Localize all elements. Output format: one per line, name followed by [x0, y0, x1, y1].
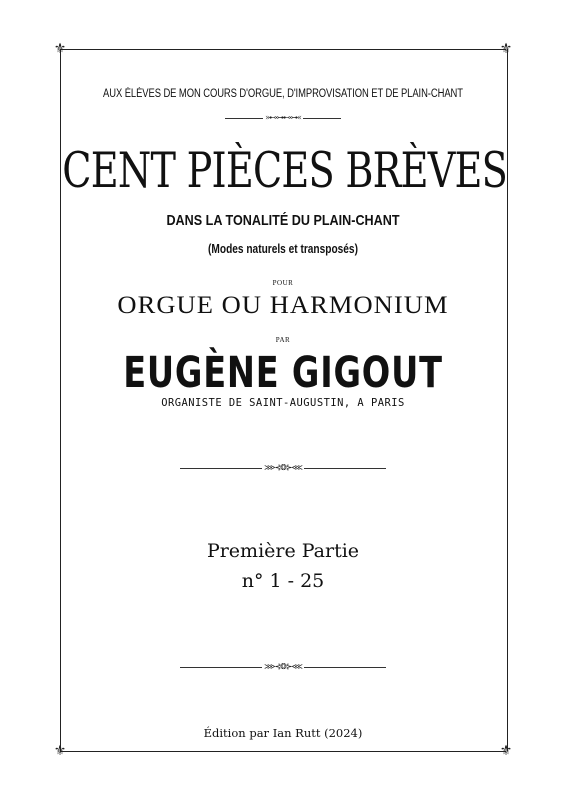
fleur-de-lis-icon: ⚜ [53, 743, 67, 759]
fleur-de-lis-icon: ⚜ [499, 743, 513, 759]
composer-name: EUGÈNE GIGOUT [123, 348, 443, 398]
subtitle: DANS LA TONALITÉ DU PLAIN-CHANT [166, 212, 400, 229]
border-top [60, 49, 506, 50]
flourish-divider: ⋙⊰❂⊱⋘ [0, 662, 566, 672]
part-heading: Première Partie [206, 540, 360, 562]
edition-credit: Édition par Ian Rutt (2024) [203, 726, 363, 740]
number-range: n° 1 - 25 [241, 570, 325, 592]
flourish-divider: ⋙⊰❂⊱⋘ [0, 463, 566, 473]
dedication: AUX ÉLÈVES DE MON COURS D'ORGUE, D'IMPROVISATION ET DE PLAIN-CHANT [103, 88, 463, 100]
border-bottom [60, 751, 506, 752]
composer-role: ORGANISTE DE SAINT-AUGUSTIN, A PARIS [161, 396, 405, 409]
pour-label: POUR [272, 279, 294, 287]
flourish-divider: »⊷⊶⊷⊶« [0, 113, 566, 123]
page-title: CENT PIÈCES BRÈVES [62, 142, 508, 199]
fleur-de-lis-icon: ⚜ [53, 41, 67, 57]
modes-note: (Modes naturels et transposés) [208, 241, 358, 256]
fleur-de-lis-icon: ⚜ [499, 41, 513, 57]
par-label: PAR [275, 336, 291, 344]
instrument: ORGUE OU HARMONIUM [117, 292, 449, 319]
